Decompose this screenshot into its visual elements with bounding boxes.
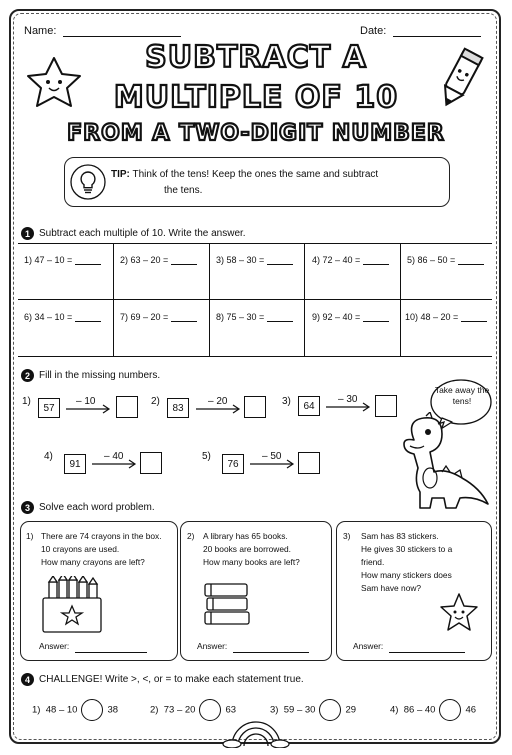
problem-line: Sam has 83 stickers. bbox=[361, 531, 439, 541]
section-number: 3 bbox=[21, 501, 34, 514]
operation-label: – 50 bbox=[262, 451, 282, 462]
tip-label: TIP: bbox=[111, 169, 130, 180]
challenge-right: 63 bbox=[225, 704, 237, 716]
problem-5 bbox=[407, 255, 484, 265]
arrow-icon bbox=[90, 459, 138, 469]
star-sticker-icon bbox=[437, 592, 481, 634]
problem-text bbox=[41, 530, 162, 569]
problem-3 bbox=[216, 255, 293, 265]
arrow-icon bbox=[64, 404, 112, 414]
compare-circle[interactable] bbox=[81, 699, 103, 721]
operation-label: – 40 bbox=[104, 451, 124, 462]
answer-line[interactable] bbox=[233, 644, 309, 653]
tip-text-line-2: the tens. bbox=[164, 185, 203, 196]
answer-blank[interactable] bbox=[363, 312, 389, 322]
tip-text-line-1: Think of the tens! Keep the ones the same and subtract bbox=[132, 169, 379, 180]
challenge-label: 1) bbox=[32, 704, 41, 716]
problem-line: A library has 65 books. bbox=[203, 531, 288, 541]
answer-blank[interactable] bbox=[461, 312, 487, 322]
section-2-heading bbox=[21, 369, 160, 382]
challenge-right: 38 bbox=[107, 704, 119, 716]
problem-text: 6) 34 – 10 = bbox=[24, 312, 73, 322]
problem-line: There are 74 crayons in the box. bbox=[41, 531, 162, 541]
problem-text: 5) 86 – 50 = bbox=[407, 255, 456, 265]
problem-text: 10) 48 – 20 = bbox=[405, 312, 459, 322]
problem-line: He gives 30 stickers to a bbox=[361, 544, 453, 554]
answer-blank[interactable] bbox=[171, 312, 197, 322]
problem-text: 3) 58 – 30 = bbox=[216, 255, 265, 265]
section-heading-text: Subtract each multiple of 10. Write the answer. bbox=[39, 228, 246, 240]
section-1-heading bbox=[21, 227, 246, 240]
answer-blank[interactable] bbox=[267, 255, 293, 265]
compare-circle[interactable] bbox=[199, 699, 221, 721]
answer-blank[interactable] bbox=[75, 255, 101, 265]
operation-label: – 30 bbox=[338, 394, 358, 405]
problem-1 bbox=[24, 255, 101, 265]
problem-label: 3) bbox=[343, 531, 351, 541]
challenge-label: 4) bbox=[390, 704, 399, 716]
tip-box bbox=[64, 157, 450, 207]
challenge-label: 3) bbox=[270, 704, 279, 716]
date-label: Date: bbox=[360, 25, 387, 37]
fill-item-label: 5) bbox=[202, 451, 211, 462]
tip-text bbox=[111, 167, 378, 199]
section-4-heading bbox=[21, 673, 304, 686]
problem-line: How many stickers does bbox=[361, 570, 452, 580]
problem-text bbox=[203, 530, 300, 569]
word-problem-card-2 bbox=[180, 521, 332, 661]
compare-circle[interactable] bbox=[319, 699, 341, 721]
start-number-box: 83 bbox=[167, 398, 189, 418]
problem-text: 9) 92 – 40 = bbox=[312, 312, 361, 322]
arrow-icon bbox=[194, 404, 242, 414]
problem-label: 2) bbox=[187, 531, 195, 541]
problem-line: 10 crayons are used. bbox=[41, 544, 120, 554]
answer-line[interactable] bbox=[75, 644, 147, 653]
problem-text bbox=[361, 530, 452, 595]
problem-line: friend. bbox=[361, 557, 385, 567]
section-heading-text: CHALLENGE! Write >, <, or = to make each statement true. bbox=[39, 674, 304, 686]
problem-text: 7) 69 – 20 = bbox=[120, 312, 169, 322]
problem-line: How many books are left? bbox=[203, 557, 300, 567]
fill-item-label: 3) bbox=[282, 396, 291, 407]
name-field bbox=[24, 25, 181, 37]
books-icon bbox=[203, 580, 253, 626]
title-line-1: SUBTRACT A bbox=[145, 40, 367, 75]
dinosaur-icon bbox=[384, 412, 492, 512]
answer-box[interactable] bbox=[116, 396, 138, 418]
answer-box[interactable] bbox=[140, 452, 162, 474]
name-label: Name: bbox=[24, 25, 57, 37]
fill-item-label: 2) bbox=[151, 396, 160, 407]
word-problem-card-1 bbox=[20, 521, 178, 661]
answer-blank[interactable] bbox=[171, 255, 197, 265]
arrow-icon bbox=[248, 459, 296, 469]
word-problem-card-3 bbox=[336, 521, 492, 661]
problem-4 bbox=[312, 255, 389, 265]
section-number: 1 bbox=[21, 227, 34, 240]
pencil-icon bbox=[432, 44, 488, 114]
section-heading-text: Solve each word problem. bbox=[39, 502, 155, 514]
problem-line: 20 books are borrowed. bbox=[203, 544, 291, 554]
speech-bubble-text: Take away the tens! bbox=[434, 385, 490, 406]
challenge-item-1 bbox=[32, 699, 118, 721]
problem-line: Sam have now? bbox=[361, 583, 422, 593]
problem-text: 8) 75 – 30 = bbox=[216, 312, 265, 322]
answer-blank[interactable] bbox=[75, 312, 101, 322]
challenge-right: 29 bbox=[345, 704, 357, 716]
section-3-heading bbox=[21, 501, 155, 514]
problem-line: How many crayons are left? bbox=[41, 557, 145, 567]
arrow-icon bbox=[324, 402, 372, 412]
answer-label: Answer: bbox=[353, 641, 384, 651]
challenge-left: 73 – 20 bbox=[163, 704, 196, 716]
problem-text: 1) 47 – 10 = bbox=[24, 255, 73, 265]
challenge-left: 48 – 10 bbox=[45, 704, 78, 716]
answer-box[interactable] bbox=[244, 396, 266, 418]
challenge-right: 46 bbox=[465, 704, 477, 716]
rainbow-icon bbox=[222, 718, 290, 748]
crayon-box-icon bbox=[41, 576, 103, 634]
start-number-box: 64 bbox=[298, 396, 320, 416]
operation-label: – 10 bbox=[76, 396, 96, 407]
challenge-label: 2) bbox=[150, 704, 159, 716]
problem-text: 2) 63 – 20 = bbox=[120, 255, 169, 265]
title-line-3: FROM A TWO-DIGIT NUMBER bbox=[67, 121, 445, 146]
fill-item-label: 4) bbox=[44, 451, 53, 462]
date-field bbox=[360, 25, 481, 37]
date-line[interactable] bbox=[393, 36, 481, 37]
section-number: 4 bbox=[21, 673, 34, 686]
answer-label: Answer: bbox=[39, 641, 70, 651]
problem-10 bbox=[405, 312, 487, 322]
problem-7 bbox=[120, 312, 197, 322]
section-heading-text: Fill in the missing numbers. bbox=[39, 370, 161, 382]
operation-label: – 20 bbox=[208, 396, 228, 407]
answer-blank[interactable] bbox=[267, 312, 293, 322]
problem-label: 1) bbox=[26, 531, 34, 541]
start-number-box: 76 bbox=[222, 454, 244, 474]
answer-box[interactable] bbox=[298, 452, 320, 474]
section-number: 2 bbox=[21, 369, 34, 382]
start-number-box: 57 bbox=[38, 398, 60, 418]
fill-item-label: 1) bbox=[22, 396, 31, 407]
answer-line[interactable] bbox=[389, 644, 465, 653]
challenge-left: 86 – 40 bbox=[403, 704, 436, 716]
answer-blank[interactable] bbox=[458, 255, 484, 265]
answer-blank[interactable] bbox=[363, 255, 389, 265]
lightbulb-icon bbox=[69, 163, 107, 201]
problem-8 bbox=[216, 312, 293, 322]
problem-9 bbox=[312, 312, 389, 322]
problem-2 bbox=[120, 255, 197, 265]
title-line-2: MULTIPLE OF 10 bbox=[113, 80, 399, 115]
challenge-item-4 bbox=[390, 699, 476, 721]
answer-label: Answer: bbox=[197, 641, 228, 651]
start-number-box: 91 bbox=[64, 454, 86, 474]
star-icon bbox=[24, 54, 84, 110]
compare-circle[interactable] bbox=[439, 699, 461, 721]
name-line[interactable] bbox=[63, 36, 181, 37]
problem-text: 4) 72 – 40 = bbox=[312, 255, 361, 265]
problem-6 bbox=[24, 312, 101, 322]
challenge-left: 59 – 30 bbox=[283, 704, 316, 716]
